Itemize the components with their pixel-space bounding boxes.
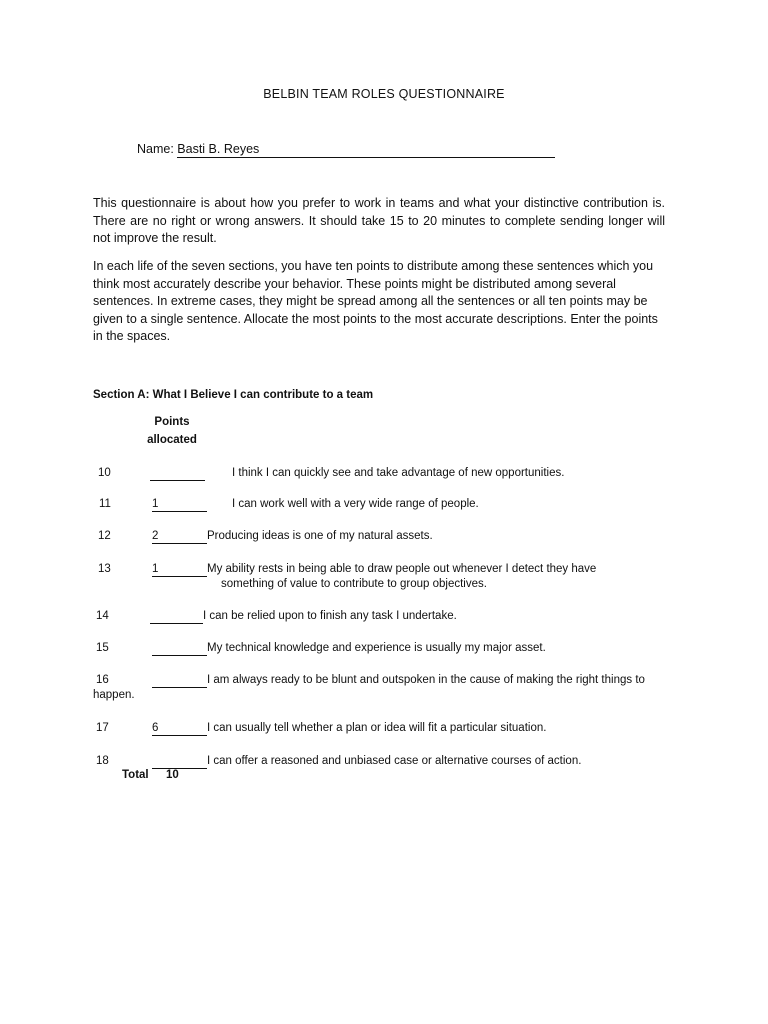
intro-paragraph-1: This questionnaire is about how you prefer to work in teams and what your distinctive contribution is. There are no right or wrong answers. It should take 15 to 20 minutes to complete sending longer will not improve the result. bbox=[93, 196, 665, 246]
points-blank[interactable]: 1 bbox=[152, 497, 207, 512]
question-number: 11 bbox=[99, 498, 111, 510]
question-number: 12 bbox=[98, 530, 111, 542]
question-number: 17 bbox=[96, 722, 109, 734]
question-text: I can offer a reasoned and unbiased case or alternative courses of action. bbox=[207, 755, 582, 767]
name-field bbox=[137, 142, 555, 158]
name-value[interactable]: Basti B. Reyes bbox=[177, 142, 555, 158]
question-text: I am always ready to be blunt and outspoken in the cause of making the right things to bbox=[207, 674, 645, 686]
points-header-line1: Points bbox=[154, 416, 190, 428]
points-blank[interactable] bbox=[152, 754, 207, 769]
points-blank[interactable]: 6 bbox=[152, 721, 207, 736]
points-blank[interactable] bbox=[152, 641, 207, 656]
total-value: 10 bbox=[166, 769, 179, 781]
name-label: Name: bbox=[137, 142, 178, 156]
question-text: I think I can quickly see and take advantage of new opportunities. bbox=[232, 467, 565, 479]
question-number: 16 bbox=[96, 674, 109, 686]
points-blank[interactable]: 1 bbox=[152, 562, 207, 577]
intro-paragraph-2: In each life of the seven sections, you have ten points to distribute among these sentences which you think most accurately describe your behavior. These points might be distributed among several sentences. In extreme cases, they might be spread among all the sentences or all ten points may be given to a single sentence. Allocate the most points to the most accurate descriptions. Enter the points in the spaces. bbox=[93, 259, 658, 344]
points-blank[interactable] bbox=[152, 673, 207, 688]
question-number: 15 bbox=[96, 642, 109, 654]
question-text: Producing ideas is one of my natural assets. bbox=[207, 530, 433, 542]
points-allocated-header bbox=[140, 413, 204, 449]
total-label: Total bbox=[122, 769, 149, 781]
question-text: I can be relied upon to finish any task I undertake. bbox=[203, 610, 457, 622]
points-blank[interactable]: 2 bbox=[152, 529, 207, 544]
question-text: I can usually tell whether a plan or idea will fit a particular situation. bbox=[207, 722, 547, 734]
points-blank[interactable] bbox=[150, 609, 203, 624]
document-title: BELBIN TEAM ROLES QUESTIONNAIRE bbox=[263, 87, 505, 101]
question-text-continuation: something of value to contribute to group objectives. bbox=[221, 578, 487, 590]
points-header-line2: allocated bbox=[147, 434, 197, 446]
question-number: 13 bbox=[98, 563, 111, 575]
section-heading: Section A: What I Believe I can contribute to a team bbox=[93, 389, 374, 401]
question-text-continuation: happen. bbox=[93, 689, 135, 701]
points-blank[interactable] bbox=[150, 466, 205, 481]
question-text: My ability rests in being able to draw people out whenever I detect they have bbox=[207, 563, 597, 575]
question-number: 18 bbox=[96, 755, 109, 767]
question-text: I can work well with a very wide range of people. bbox=[232, 498, 479, 510]
question-number: 14 bbox=[96, 610, 109, 622]
question-number: 10 bbox=[98, 467, 111, 479]
question-text: My technical knowledge and experience is usually my major asset. bbox=[207, 642, 546, 654]
